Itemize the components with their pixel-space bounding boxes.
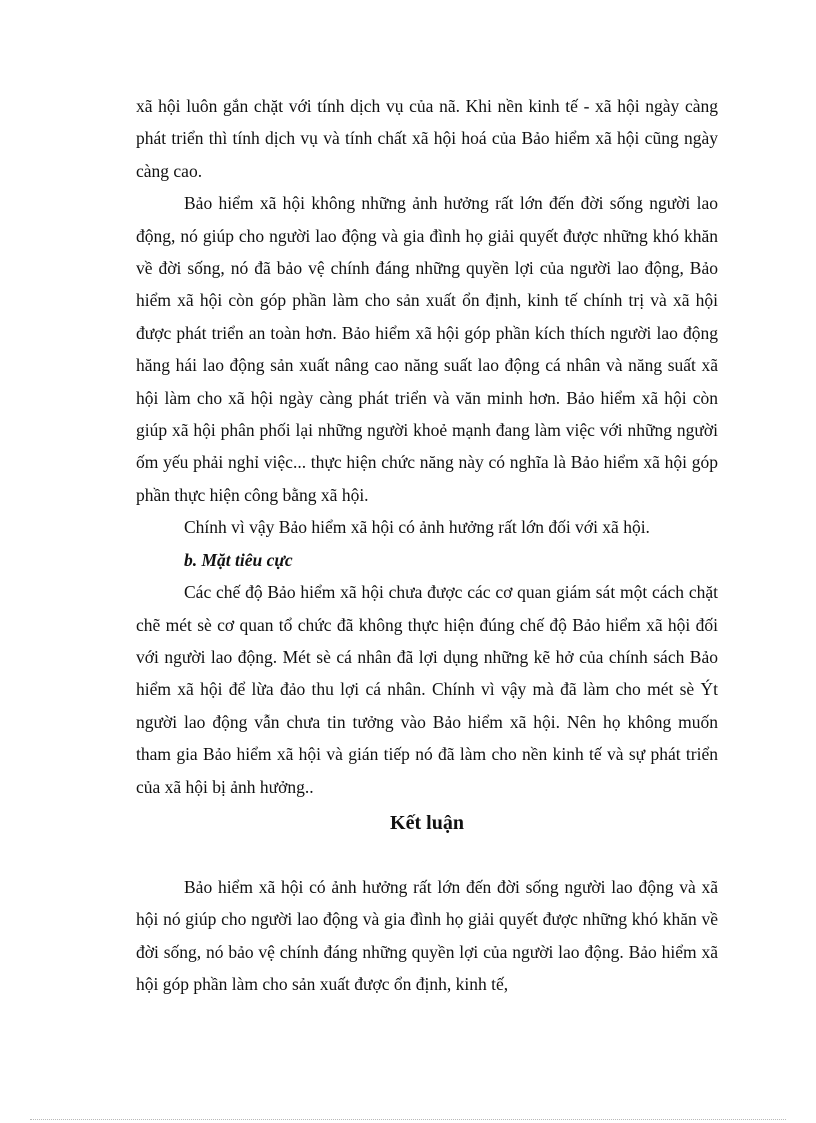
section-subheading: b. Mặt tiêu cực: [184, 549, 293, 570]
document-body: [136, 90, 718, 1001]
footer-divider: [30, 1119, 786, 1120]
paragraph-positive-impact: Bảo hiểm xã hội không những ảnh hưởng rất lớn đến đời sống người lao động, nó giúp cho người lao động và gia đình họ giải quyết được những khó khăn về đời sống, nó đã bảo vệ chính đáng những quyền lợi của người lao động, Bảo hiểm xã hội còn góp phần làm cho sản xuất ổn định, kinh tế chính trị và xã hội được phát triển an toàn hơn. Bảo hiểm xã hội góp phần kích thích người lao động hăng hái lao động sản xuất nâng cao năng suất lao động cá nhân và năng suất xã hội làm cho xã hội ngày càng phát triển và văn minh hơn. Bảo hiểm xã hội còn giúp xã hội phân phối lại những người khoẻ mạnh đang làm việc với những người ốm yếu phải nghỉ việc... thực hiện chức năng này có nghĩa là Bảo hiểm xã hội góp phần thực hiện công bằng xã hội.: [136, 193, 718, 505]
spacer: [136, 839, 718, 871]
paragraph-conclusion: Bảo hiểm xã hội có ảnh hưởng rất lớn đến đời sống người lao động và xã hội nó giúp cho người lao động và gia đình họ giải quyết được những khó khăn về đời sống, nó bảo vệ chính đáng những quyền lợi của người lao động. Bảo hiểm xã hội góp phần làm cho sản xuất được ổn định, kinh tế,: [136, 876, 718, 995]
paragraph-negative-impact: Các chế độ Bảo hiểm xã hội chưa được các cơ quan giám sát một cách chặt chẽ mét sè cơ quan tổ chức đã không thực hiện đúng chế độ Bảo hiểm xã hội đối với người lao động. Mét sè cá nhân đã lợi dụng những kẽ hở của chính sách Bảo hiểm xã hội để lừa đảo thu lợi cá nhân. Chính vì vậy mà đã làm cho mét sè Ýt người lao động vẫn chưa tin tưởng vào Bảo hiểm xã hội. Nên họ không muốn tham gia Bảo hiểm xã hội và gián tiếp nó đã làm cho nền kinh tế và sự phát triển của xã hội bị ảnh hưởng..: [136, 582, 718, 797]
conclusion-title: Kết luận: [390, 811, 464, 834]
paragraph-summary: Chính vì vậy Bảo hiểm xã hội có ảnh hưởng rất lớn đối với xã hội.: [184, 517, 650, 538]
paragraph-continuation: xã hội luôn gắn chặt với tính dịch vụ của nã. Khi nền kinh tế - xã hội ngày càng phát triển thì tính dịch vụ và tính chất xã hội hoá của Bảo hiểm xã hội cũng ngày càng cao.: [136, 96, 718, 181]
